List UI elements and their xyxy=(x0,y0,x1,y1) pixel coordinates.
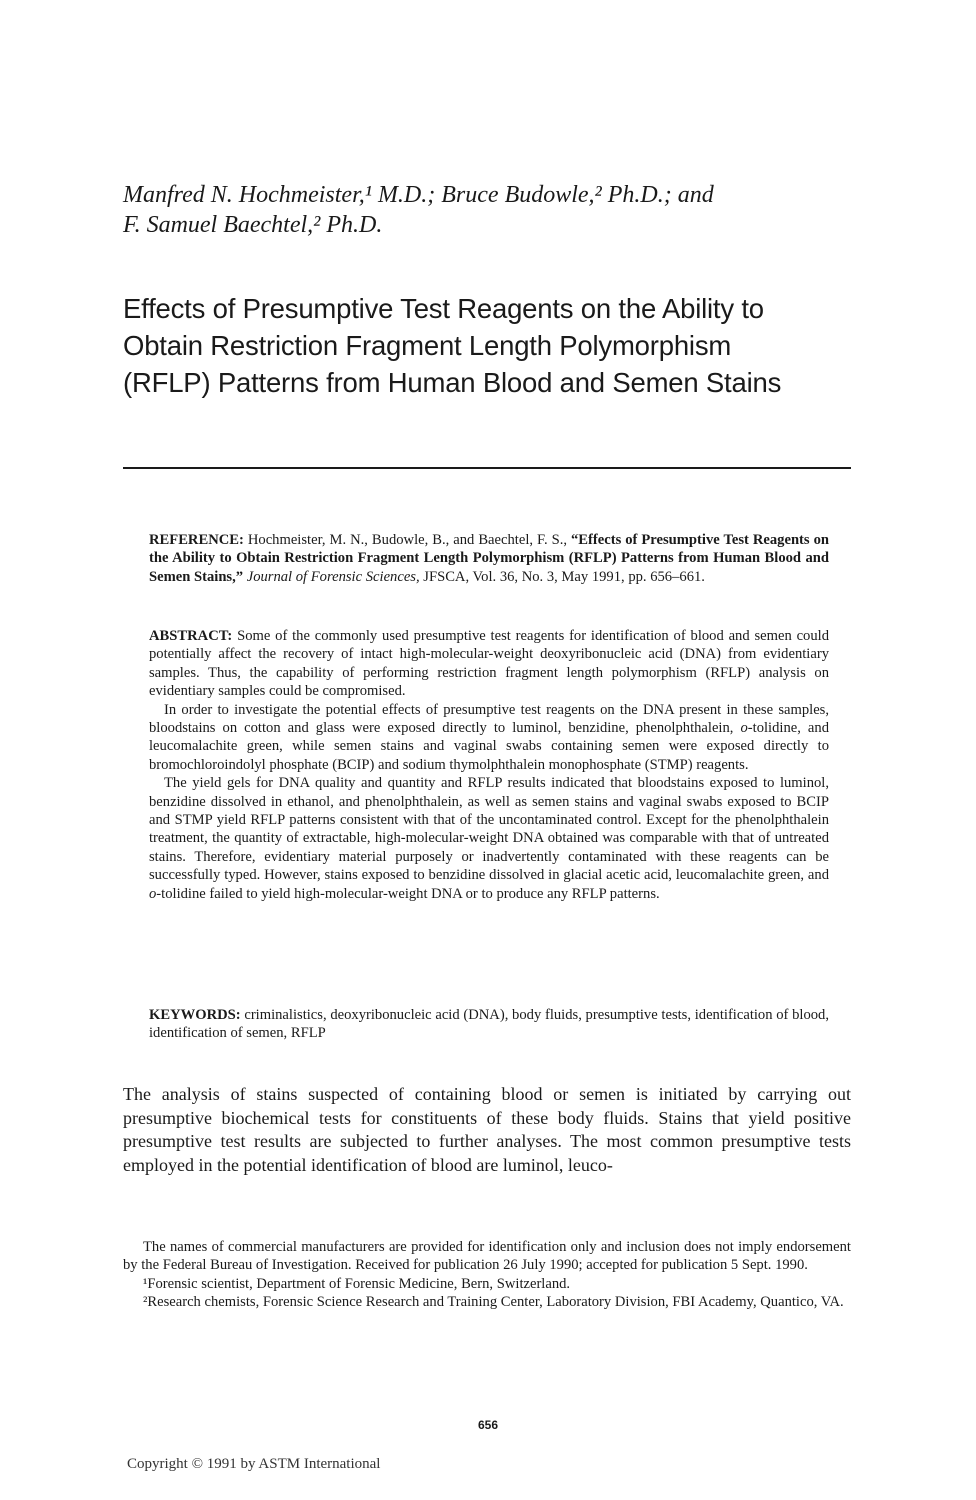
title-line-3: (RFLP) Patterns from Human Blood and Semen Stains xyxy=(123,367,782,398)
reference-authors: Hochmeister, M. N., Budowle, B., and Baechtel, F. S., xyxy=(243,532,571,548)
reference-article-title: “Effects of Presumptive Test Reagents on the Ability to Obtain Restriction Fragment Length Polymorphism (RFLP) Patterns from Human Blood and Semen Stains,” xyxy=(149,532,830,585)
body-paragraph: The analysis of stains suspected of containing blood or semen is initiated by carrying out presumptive biochemical tests for constituents of these body fluids. Stains that yield positive presumptive test results are subjected to further analyses. The most common presumptive tests employed in the potential identification of blood are luminol, leuco- xyxy=(123,1084,851,1175)
abstract-paragraph-3 xyxy=(149,774,829,903)
keywords-text: criminalistics, deoxyribonucleic acid (DNA), body fluids, presumptive tests, identification of blood, identification of semen, RFLP xyxy=(149,1007,829,1042)
abstract-p2-text-a: In order to investigate the potential effects of presumptive test reagents on the DNA present in these samples, bloodstains on cotton and glass were exposed directly to luminol, benzidine, phenolphthalein, xyxy=(149,701,829,737)
article-title xyxy=(123,290,883,401)
abstract-p3-text-b: -tolidine failed to yield high-molecular-weight DNA or to produce any RFLP patterns. xyxy=(156,885,660,902)
reference-label: REFERENCE: xyxy=(149,532,244,548)
abstract-block xyxy=(149,627,829,903)
abstract-paragraph-1: Some of the commonly used presumptive test reagents for identification of blood and semen could potentially affect the recovery of intact high-molecular-weight deoxyribonucleic acid (DNA) from evidentiary samples. Thus, the capability of performing restriction fragment length polymorphism (RFLP) analysis on evidentiary samples could be compromised. xyxy=(149,628,829,700)
abstract-label: ABSTRACT: xyxy=(149,628,233,644)
title-divider xyxy=(123,467,851,469)
author-line-2: F. Samuel Baechtel,² Ph.D. xyxy=(123,212,383,238)
footnote-1: ¹Forensic scientist, Department of Forensic Medicine, Bern, Switzerland. xyxy=(143,1275,571,1292)
abstract-p2-text-b: -tolidine, and leucomalachite green, while semen stains and vaginal swabs containing semen were exposed directly to bromochloroindolyl phosphate (BCIP) and sodium thymolphthalein monophosphate (STMP) reagents. xyxy=(149,720,829,773)
author-line-1: Manfred N. Hochmeister,¹ M.D.; Bruce Budowle,² Ph.D.; and xyxy=(123,182,714,208)
reference-journal: Journal of Forensic Sciences, xyxy=(243,568,420,585)
keywords-block xyxy=(149,1006,829,1043)
page-number: 656 xyxy=(477,1418,499,1432)
reference-block xyxy=(149,531,829,586)
footnotes xyxy=(123,1238,851,1312)
footnote-received: The names of commercial manufacturers are provided for identification only and inclusion does not imply endorsement by the Federal Bureau of Investigation. Received for publication 26 July 1990; accepted for publication 5 Sept. 1990. xyxy=(123,1239,851,1274)
abstract-p3-italic: o xyxy=(149,885,157,902)
keywords-label: KEYWORDS: xyxy=(149,1007,241,1023)
reference-details: JFSCA, Vol. 36, No. 3, May 1991, pp. 656–661. xyxy=(419,568,705,585)
abstract-p3-text-a: The yield gels for DNA quality and quantity and RFLP results indicated that bloodstains exposed to luminol, benzidine dissolved in ethanol, and phenolphthalein, as well as semen stains and vaginal swabs exposed to BCIP and STMP yield RFLP patterns consistent with that of the uncontaminated control. Except for the phenolphthalein treatment, the quantity of extractable, high-molecular-weight DNA obtained was comparable with that of untreated stains. Therefore, evidentiary material purposely or inadvertently contaminated with these reagents can be successfully typed. However, stains exposed to benzidine dissolved in glacial acetic acid, leucomalachite green, and xyxy=(149,775,829,884)
abstract-p2-italic: o xyxy=(740,720,748,737)
title-line-1: Effects of Presumptive Test Reagents on the Ability to xyxy=(123,293,764,324)
author-list xyxy=(123,180,883,240)
abstract-paragraph-2 xyxy=(149,701,829,775)
footnote-2: ²Research chemists, Forensic Science Research and Training Center, Laboratory Division, FBI Academy, Quantico, VA. xyxy=(143,1294,844,1311)
copyright-notice: Copyright © 1991 by ASTM International xyxy=(127,1456,381,1472)
title-line-2: Obtain Restriction Fragment Length Polymorphism xyxy=(123,330,732,361)
